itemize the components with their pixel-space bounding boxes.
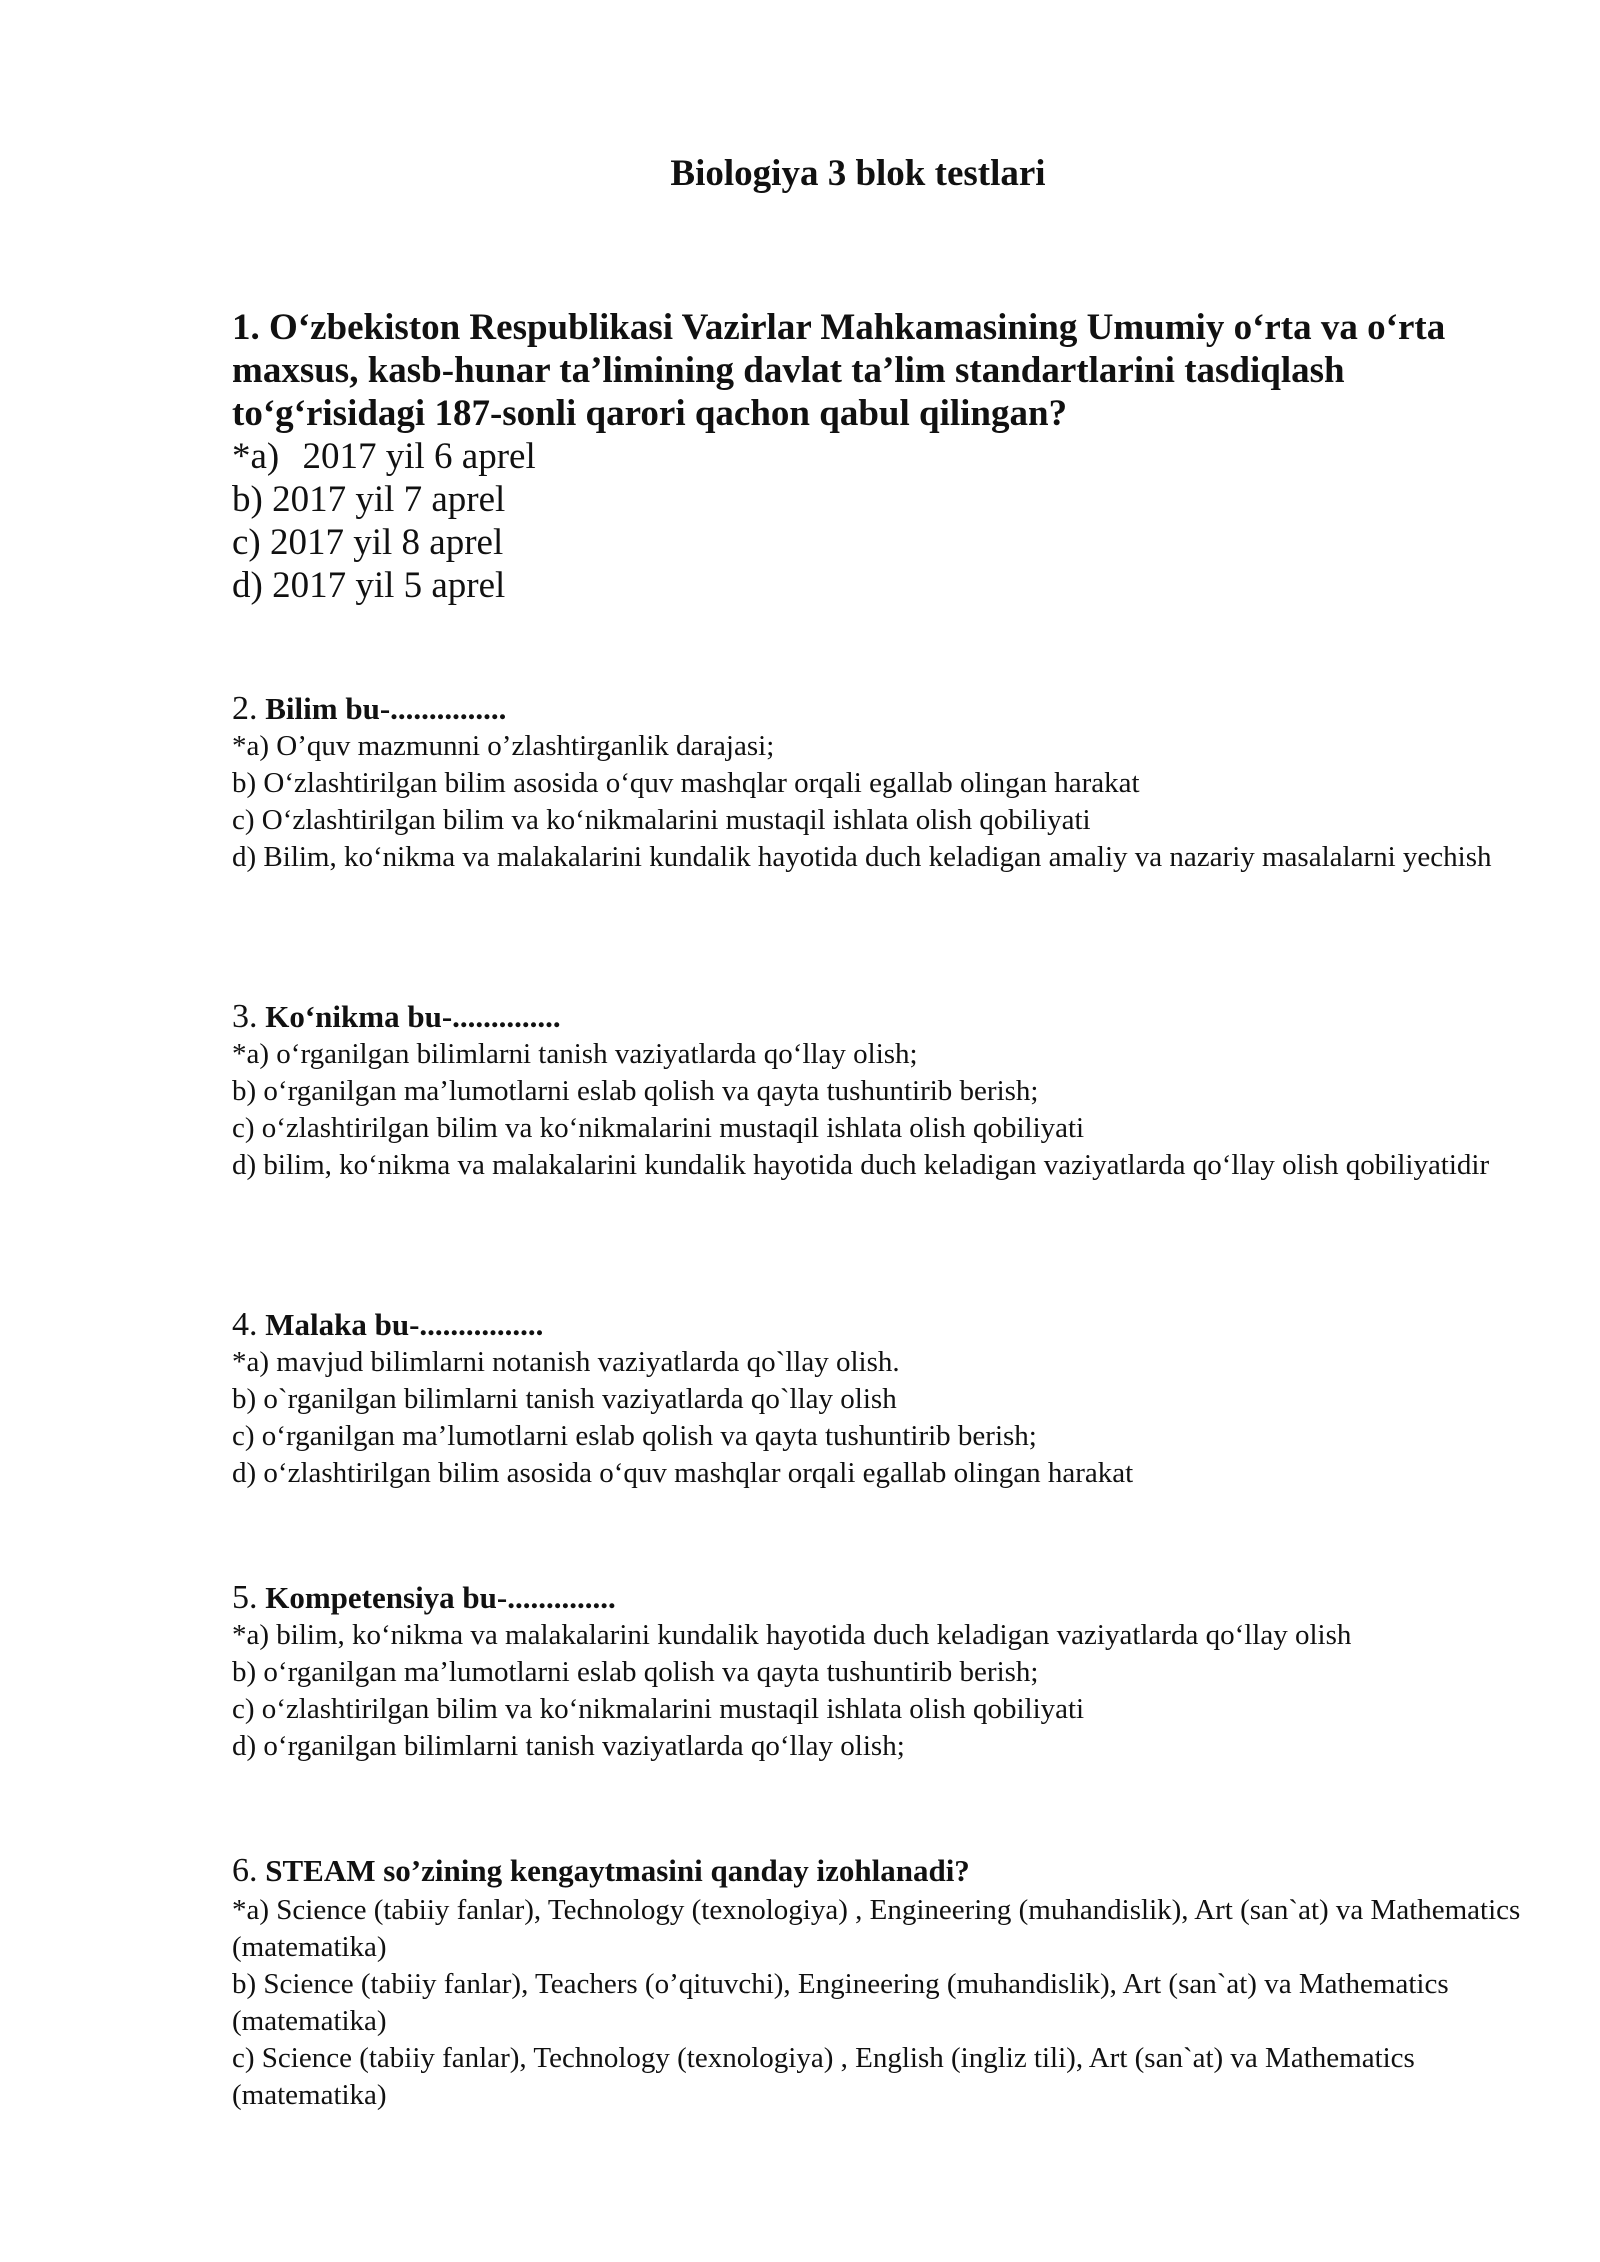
question-1-option-c [232,521,1532,564]
question-1-option-a [232,435,1532,478]
option-marker: *a) [232,1038,270,1070]
question-4-option-d [232,1455,1532,1492]
question-4-option-c [232,1418,1532,1455]
option-text: O’quv mazmunni o’zlashtirganlik darajasi; [276,730,775,762]
option-marker: b) [232,767,257,799]
question-3-option-b [232,1073,1532,1110]
option-marker: b) [232,479,263,520]
question-1-option-b [232,478,1532,521]
question-2-stem [232,690,1532,728]
option-marker: c) [232,1112,255,1144]
question-3-option-d [232,1147,1532,1184]
option-marker: *a) [232,1619,270,1651]
question-number: 2. [232,690,258,727]
option-text: bilim, ko‘nikma va malakalarini kundalik hayotida duch keladigan vaziyatlarda qo‘llay olish qobiliyatidir [263,1149,1490,1181]
question-6-option-b [232,1966,1532,2040]
question-1-stem-line: to‘g‘risidagi 187-sonli qarori qachon qabul qilingan? [232,393,1068,434]
question-3-stem [232,998,1532,1036]
question-6-option-c [232,2040,1532,2114]
option-marker: c) [232,1420,255,1452]
question-5-stem [232,1579,1532,1617]
question-1-option-d [232,564,1532,607]
question-3-option-c [232,1110,1532,1147]
question-text: Kompetensiya bu-.............. [265,1580,616,1615]
option-text: O‘zlashtirilgan bilim va ko‘nikmalarini mustaqil ishlata olish qobiliyati [261,804,1091,836]
question-3-option-a [232,1036,1532,1073]
option-marker: b) [232,1968,257,2000]
option-marker: b) [232,1075,257,1107]
question-5-option-b [232,1654,1532,1691]
document-title: Biologiya 3 blok testlari [670,153,1046,194]
option-text: o`rganilgan bilimlarni tanish vaziyatlarda qo`llay olish [263,1383,897,1415]
option-marker: *a) [232,436,280,477]
option-marker: c) [232,522,261,563]
question-2-option-c [232,802,1532,839]
option-text: O‘zlashtirilgan bilim asosida o‘quv mashqlar orqali egallab olingan harakat [263,767,1140,799]
option-marker: d) [232,565,263,606]
question-4-option-a [232,1344,1532,1381]
question-4-stem [232,1306,1532,1344]
option-text: 2017 yil 5 aprel [272,565,506,606]
question-number: 5. [232,1579,258,1616]
option-marker: c) [232,804,255,836]
option-text: o‘rganilgan ma’lumotlarni eslab qolish va qayta tushuntirib berish; [261,1420,1037,1452]
option-marker: *a) [232,730,270,762]
question-5 [232,1579,1532,1765]
question-6 [232,1852,1532,2114]
option-marker: d) [232,1457,257,1489]
option-marker: d) [232,1730,257,1762]
option-text: Science (tabiiy fanlar), Technology (texnologiya) , English (ingliz tili), Art (san`at) va Mathematics (matematika) [232,2042,1415,2111]
option-text: o‘zlashtirilgan bilim va ko‘nikmalarini mustaqil ishlata olish qobiliyati [261,1693,1085,1725]
option-text: o‘zlashtirilgan bilim va ko‘nikmalarini mustaqil ishlata olish qobiliyati [261,1112,1085,1144]
option-text: 2017 yil 8 aprel [270,522,504,563]
option-text: mavjud bilimlarni notanish vaziyatlarda qo`llay olish. [276,1346,900,1378]
option-text: o‘rganilgan ma’lumotlarni eslab qolish va qayta tushuntirib berish; [263,1075,1039,1107]
option-text: o‘rganilgan bilimlarni tanish vaziyatlarda qo‘llay olish; [276,1038,918,1070]
option-text: bilim, ko‘nikma va malakalarini kundalik hayotida duch keladigan vaziyatlarda qo‘llay olish [276,1619,1352,1651]
question-2-option-b [232,765,1532,802]
option-text: Bilim, ko‘nikma va malakalarini kundalik hayotida duch keladigan amaliy va nazariy masalalarni yechish [263,841,1492,873]
question-4 [232,1306,1532,1492]
option-marker: *a) [232,1346,270,1378]
option-text: Science (tabiiy fanlar), Teachers (o’qituvchi), Engineering (muhandislik), Art (san`at) va Mathematics (matematika) [232,1968,1449,2037]
option-marker: b) [232,1656,257,1688]
option-text: 2017 yil 6 aprel [302,436,536,477]
option-marker: c) [232,2042,255,2074]
question-text: Malaka bu-................ [265,1307,544,1342]
question-1-stem-line: 1. O‘zbekiston Respublikasi Vazirlar Mahkamasining Umumiy o‘rta va o‘rta [232,307,1446,348]
option-text: 2017 yil 7 aprel [272,479,506,520]
question-6-stem [232,1852,1532,1890]
question-5-option-a [232,1617,1532,1654]
option-marker: b) [232,1383,257,1415]
question-4-option-b [232,1381,1532,1418]
option-marker: d) [232,1149,257,1181]
question-number: 4. [232,1306,258,1343]
option-text: o‘zlashtirilgan bilim asosida o‘quv mashqlar orqali egallab olingan harakat [263,1457,1134,1489]
question-3 [232,998,1532,1184]
question-text: Bilim bu-............... [265,691,507,726]
question-number: 3. [232,998,258,1035]
question-text: Ko‘nikma bu-.............. [265,999,561,1034]
question-2 [232,690,1532,876]
option-marker: *a) [232,1894,270,1926]
option-text: o‘rganilgan bilimlarni tanish vaziyatlarda qo‘llay olish; [263,1730,905,1762]
question-2-option-d [232,839,1532,876]
option-marker: c) [232,1693,255,1725]
question-5-option-d [232,1728,1532,1765]
question-1 [232,306,1532,607]
option-text: Science (tabiiy fanlar), Technology (texnologiya) , Engineering (muhandislik), Art (san`at) va Mathematics (matematika) [232,1894,1521,1963]
option-text: o‘rganilgan ma’lumotlarni eslab qolish va qayta tushuntirib berish; [263,1656,1039,1688]
question-6-option-a [232,1892,1532,1966]
question-1-stem-line: maxsus, kasb-hunar ta’limining davlat ta’lim standartlarini tasdiqlash [232,350,1345,391]
question-2-option-a [232,728,1532,765]
question-1-stem [232,306,1532,435]
question-5-option-c [232,1691,1532,1728]
option-marker: d) [232,841,257,873]
question-number: 6. [232,1852,258,1889]
question-text: STEAM so’zining kengaytmasini qanday izohlanadi? [265,1853,970,1888]
